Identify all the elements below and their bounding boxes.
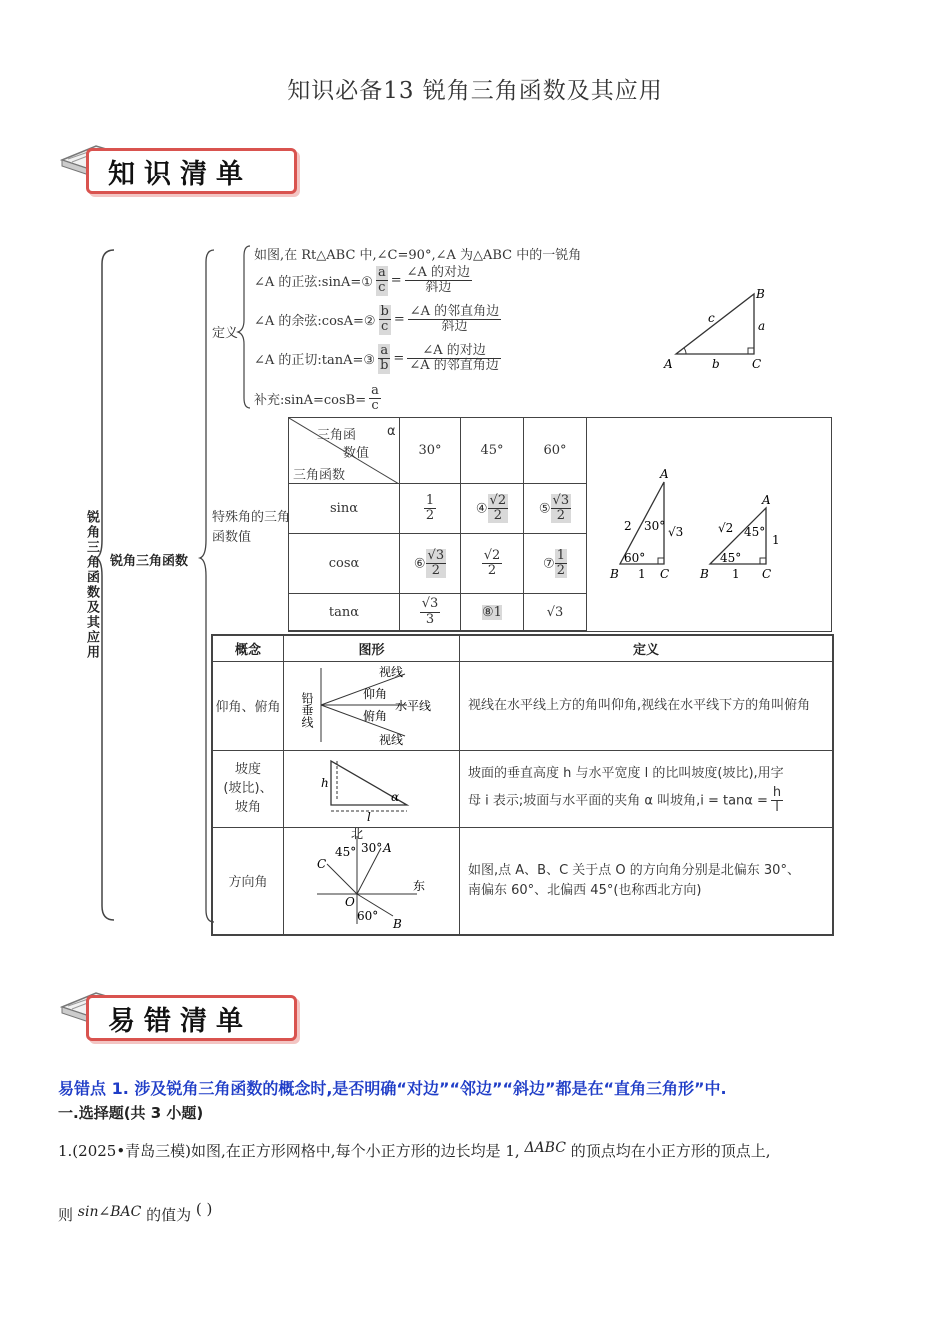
knowledge-banner	[58, 138, 298, 194]
svg-text:东: 东	[412, 878, 425, 893]
section-heading: 一.选择题(共 3 小题)	[58, 1104, 204, 1122]
sin-words: $\frac{\text{∠A 的对边}}{\text{斜边}}$	[406, 265, 471, 296]
col-45: 45°	[461, 418, 524, 484]
t2-B: B	[700, 567, 709, 581]
tan-label: ∠A 的正切:tanA=③	[254, 353, 376, 369]
tri-label-b: b	[712, 357, 720, 371]
definition-intro: 如图,在 Rt△ABC 中,∠C=90°,∠A 为△ABC 中的一锐角	[254, 248, 582, 263]
t1-top-angle: 30°	[644, 519, 666, 533]
sin-ratio: $\frac{a}{c}$	[377, 265, 386, 296]
t1-B: B	[610, 567, 619, 581]
tri-label-A: A	[664, 357, 673, 371]
concept-slope: 坡度 (坡比)、 坡角	[212, 750, 284, 827]
elevation-figure	[287, 662, 457, 746]
cos45-cell: $\frac{√2}{2}$	[461, 534, 524, 594]
tan30-cell: $\frac{√3}{3}$	[400, 594, 461, 631]
question-1-line-2: 则 sin∠BAC 的值为 ( )	[58, 1200, 213, 1224]
question-1-line-1: 1.(2025•青岛三模)如图,在正方形网格中,每个小正方形的边长均是 1, ΔABC 的顶点均在小正方形的顶点上,	[58, 1140, 771, 1160]
error-banner-text: 易错清单	[108, 1006, 252, 1037]
svg-text:水平线: 水平线	[394, 698, 431, 713]
direction-figure	[287, 828, 457, 930]
page-title: 知识必备13 锐角三角函数及其应用	[287, 78, 663, 104]
tri-label-a: a	[758, 319, 766, 333]
t1-base: 1	[638, 567, 646, 581]
t2-hyp: √2	[718, 521, 734, 535]
svg-text:45°: 45°	[334, 844, 356, 859]
row-tan: tanα	[289, 594, 400, 631]
slope-figure-cell	[284, 750, 460, 827]
t2-A: A	[762, 493, 771, 507]
cos-ratio: $\frac{b}{c}$	[380, 304, 389, 335]
row-cos: cosα	[289, 534, 400, 594]
t2-leg: 1	[772, 533, 780, 547]
t1-A: A	[660, 467, 669, 481]
concept-direction: 方向角	[212, 827, 284, 935]
svg-text:视线: 视线	[378, 664, 403, 679]
right-triangle-diagram	[660, 284, 780, 374]
table-corner-cell: 三角函 α 数值 三角函数	[289, 418, 400, 484]
t1-C: C	[660, 567, 670, 581]
svg-text:视线: 视线	[378, 732, 403, 746]
concepts-table	[211, 634, 834, 936]
tri-label-c: c	[708, 311, 715, 325]
cos60-cell: ⑦ $\frac{1}{2}$	[524, 534, 587, 594]
col-60: 60°	[524, 418, 587, 484]
definition-label: 定义	[212, 326, 239, 341]
branch-label: 锐角三角函数	[110, 554, 189, 569]
tan45-cell: ⑧1	[461, 594, 524, 631]
error-point-title: 易错点 1. 涉及锐角三角函数的概念时,是否明确“对边”“邻边”“斜边”都是在“直角三角形”中.	[58, 1079, 727, 1098]
t2-top-angle: 45°	[744, 525, 766, 539]
svg-text:北: 北	[350, 827, 363, 841]
answer-blank[interactable]: ( )	[195, 1200, 213, 1218]
slope-definition: 坡面的垂直高度 h 与水平宽度 l 的比叫坡度(坡比),用字 母 i 表示;坡面与水平面的夹角 α 叫坡角,i = tanα = $\frac{h}{l}$	[460, 750, 834, 827]
t1-hyp: 2	[624, 519, 632, 533]
tan-ratio: $\frac{a}{b}$	[380, 343, 389, 374]
tan-words: $\frac{\text{∠A 的对边}}{\text{∠A 的邻直角边}}$	[409, 343, 499, 374]
sin45-cell: ④ $\frac{√2}{2}$	[461, 484, 524, 534]
t2-bottom-angle: 45°	[720, 551, 742, 565]
svg-text:O: O	[344, 894, 355, 909]
direction-definition: 如图,点 A、B、C 关于点 O 的方向角分别是北偏东 30°、 南偏东 60°、北偏西 45°(也称西北方向)	[460, 827, 834, 935]
svg-text:h: h	[320, 775, 329, 790]
tan60-cell: √3	[524, 594, 587, 631]
t2-base: 1	[732, 567, 740, 581]
supplement-ratio: $\frac{a}{c}$	[371, 383, 379, 414]
t2-C: C	[762, 567, 772, 581]
special-label: 特殊角的三角函数值	[212, 510, 291, 545]
sin-label: ∠A 的正弦:sinA=①	[254, 275, 373, 291]
special-angle-table	[288, 417, 587, 631]
header-figure: 图形	[284, 635, 460, 661]
elevation-definition: 视线在水平线上方的角叫仰角,视线在水平线下方的角叫俯角	[460, 661, 834, 750]
svg-text:30°: 30°	[360, 840, 382, 855]
svg-text:α: α	[390, 789, 399, 804]
direction-figure-cell	[284, 827, 460, 935]
svg-text:俯角: 俯角	[362, 708, 387, 723]
knowledge-banner-text: 知识清单	[108, 159, 252, 190]
tri-label-C: C	[752, 357, 762, 371]
special-triangles-diagram	[598, 466, 828, 586]
cos-definition: ∠A 的余弦:cosA=② $\frac{b}{c}$ = $\frac{\text{∠A 的邻直角边}}{\text{斜边}}$	[254, 304, 500, 335]
error-banner	[58, 985, 298, 1041]
elevation-figure-cell	[284, 661, 460, 750]
header-definition: 定义	[460, 635, 834, 661]
svg-text:60°: 60°	[356, 908, 378, 923]
slope-figure	[287, 751, 457, 823]
svg-text:C: C	[316, 856, 326, 871]
t1-leg: √3	[668, 525, 684, 539]
cos30-cell: ⑥ $\frac{√3}{2}$	[400, 534, 461, 594]
col-30: 30°	[400, 418, 461, 484]
svg-text:仰角: 仰角	[362, 686, 387, 701]
svg-text:铅垂线: 铅垂线	[299, 691, 314, 728]
supplement-definition	[254, 384, 381, 414]
cos-words: $\frac{\text{∠A 的邻直角边}}{\text{斜边}}$	[409, 304, 500, 335]
row-sin: sinα	[289, 484, 400, 534]
svg-text:B: B	[392, 916, 402, 930]
header-concept: 概念	[212, 635, 284, 661]
sin30-cell: $\frac{1}{2}$	[400, 484, 461, 534]
tan-definition: ∠A 的正切:tanA=③ $\frac{a}{b}$ = $\frac{\text{∠A 的对边}}{\text{∠A 的邻直角边}}$	[254, 343, 499, 374]
root-label: 锐角三角函数及其应用	[84, 510, 99, 660]
cos-label: ∠A 的余弦:cosA=②	[254, 314, 376, 330]
sin-definition: ∠A 的正弦:sinA=① $\frac{a}{c}$ = $\frac{\text{∠A 的对边}}{\text{斜边}}$	[254, 265, 471, 296]
t1-bottom-angle: 60°	[624, 551, 646, 565]
svg-text:l: l	[366, 809, 371, 823]
svg-text:A: A	[382, 840, 392, 855]
concept-elevation: 仰角、俯角	[212, 661, 284, 750]
supplement-label: 补充:sinA=cosB=	[254, 393, 367, 409]
sin60-cell: ⑤ $\frac{√3}{2}$	[524, 484, 587, 534]
tri-label-B: B	[756, 287, 765, 301]
